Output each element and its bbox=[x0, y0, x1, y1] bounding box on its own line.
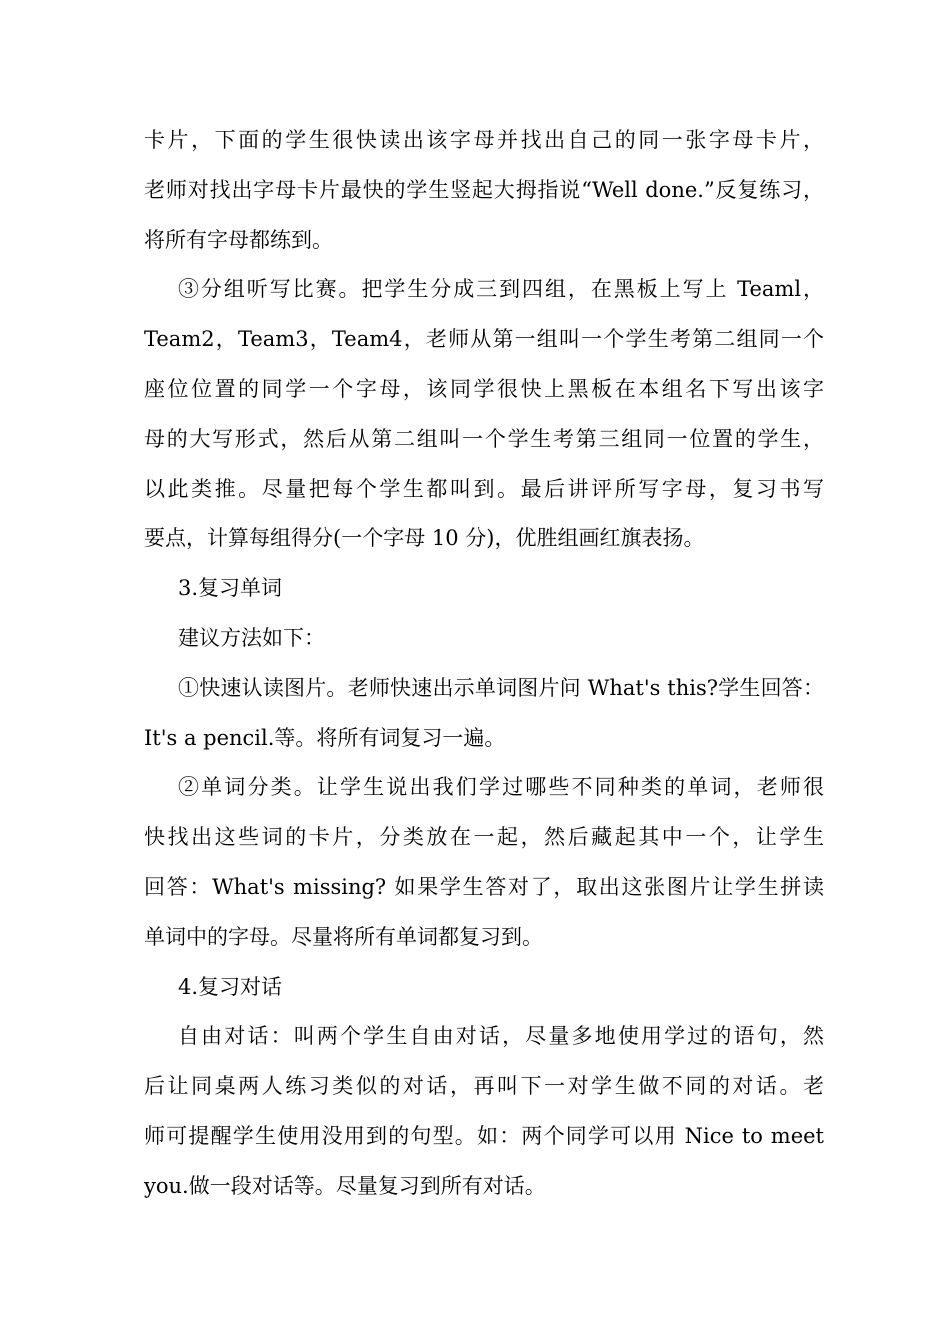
text-line: ①快速认读图片。老师快速出示单词图片问 What's this?学生回答： bbox=[178, 675, 824, 700]
text-line: 后让同桌两人练习类似的对话，再叫下一对学生做不同的对话。老 bbox=[144, 1074, 824, 1099]
text-line: 4.复习对话 bbox=[178, 974, 283, 999]
text-line: 3.复习单词 bbox=[178, 576, 283, 601]
text-line: 要点，计算每组得分(一个字母 10 分)，优胜组画红旗表扬。 bbox=[144, 526, 705, 551]
body-text bbox=[144, 116, 824, 1212]
text-line: It's a pencil.等。将所有词复习一遍。 bbox=[144, 725, 506, 750]
text-line: 师可提醒学生使用没用到的句型。如：两个同学可以用 Nice to meet bbox=[144, 1123, 824, 1148]
text-line: 单词中的字母。尽量将所有单词都复习到。 bbox=[144, 924, 543, 949]
text-line: 以此类推。尽量把每个学生都叫到。最后讲评所写字母，复习书写 bbox=[144, 476, 824, 501]
text-line: Team2，Team3，Team4，老师从第一组叫一个学生考第二组同一个 bbox=[144, 327, 824, 352]
text-line: 自由对话：叫两个学生自由对话，尽量多地使用学过的语句，然 bbox=[178, 1024, 824, 1049]
text-line: 将所有字母都练到。 bbox=[144, 227, 333, 252]
text-line: ②单词分类。让学生说出我们学过哪些不同种类的单词，老师很 bbox=[178, 775, 824, 800]
text-line: 座位位置的同学一个字母，该同学很快上黑板在本组名下写出该字 bbox=[144, 376, 824, 401]
text-line: 母的大写形式，然后从第二组叫一个学生考第三组同一位置的学生， bbox=[144, 426, 824, 451]
text-line: you.做一段对话等。尽量复习到所有对话。 bbox=[144, 1173, 546, 1198]
text-line: 老师对找出字母卡片最快的学生竖起大拇指说“Well done.”反复练习， bbox=[144, 177, 824, 202]
text-line: 快找出这些词的卡片，分类放在一起，然后藏起其中一个，让学生 bbox=[144, 825, 824, 850]
text-line: 回答：What's missing? 如果学生答对了，取出这张图片让学生拼读 bbox=[144, 874, 824, 899]
text-line: 卡片，下面的学生很快读出该字母并找出自己的同一张字母卡片， bbox=[144, 128, 824, 152]
text-line: 建议方法如下： bbox=[178, 625, 325, 650]
text-line: ③分组听写比赛。把学生分成三到四组，在黑板上写上 Teaml， bbox=[178, 277, 824, 302]
